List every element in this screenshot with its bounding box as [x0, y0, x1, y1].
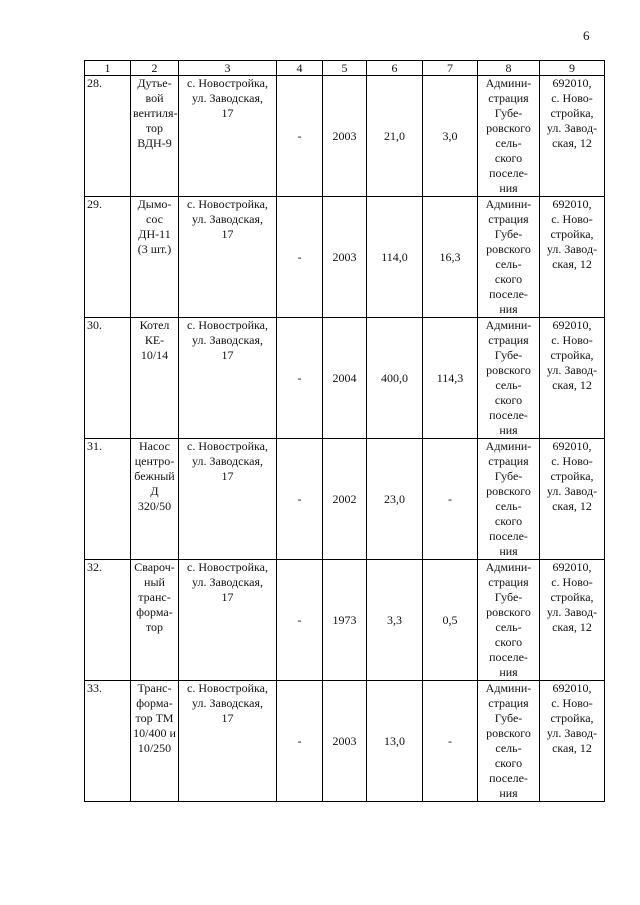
column-4-value: - [277, 76, 323, 197]
column-4-value: - [277, 318, 323, 439]
owner-address: 692010, с. Ново- стройка, ул. Завод- ская, 12 [540, 439, 605, 560]
table-row [85, 76, 605, 197]
owner-address: 692010, с. Ново- стройка, ул. Завод- ская, 12 [540, 318, 605, 439]
owner-name: Админи- страция Губе- ровского сель- ского поселе- ния [478, 318, 540, 439]
column-6-value: 114,0 [367, 197, 423, 318]
column-4-value: - [277, 197, 323, 318]
column-7-value: 3,0 [423, 76, 478, 197]
owner-name: Админи- страция Губе- ровского сель- ского поселе- ния [478, 76, 540, 197]
table-row [85, 560, 605, 681]
equipment-location: с. Новостройка, ул. Заводская, 17 [179, 439, 277, 560]
equipment-name: Транс- форма- тор ТМ 10/400 и 10/250 [131, 681, 179, 802]
equipment-name: Насос центро- бежный Д 320/50 [131, 439, 179, 560]
owner-address: 692010, с. Ново- стройка, ул. Завод- ская, 12 [540, 560, 605, 681]
column-7-value: 114,3 [423, 318, 478, 439]
year-value: 2003 [323, 197, 367, 318]
table-row [85, 197, 605, 318]
equipment-location: с. Новостройка, ул. Заводская, 17 [179, 197, 277, 318]
column-6-value: 23,0 [367, 439, 423, 560]
column-7-value: 16,3 [423, 197, 478, 318]
column-header: 5 [323, 61, 367, 76]
equipment-location: с. Новостройка, ул. Заводская, 17 [179, 560, 277, 681]
row-number: 30. [85, 318, 131, 439]
column-header: 7 [423, 61, 478, 76]
column-6-value: 13,0 [367, 681, 423, 802]
page-number: 6 [583, 28, 590, 43]
owner-name: Админи- страция Губе- ровского сель- ского поселе- ния [478, 197, 540, 318]
equipment-name: Дутье- вой вентиля- тор ВДН-9 [131, 76, 179, 197]
column-7-value: 0,5 [423, 560, 478, 681]
year-value: 2002 [323, 439, 367, 560]
row-number: 31. [85, 439, 131, 560]
header-row [85, 61, 605, 76]
column-6-value: 400,0 [367, 318, 423, 439]
equipment-name: Дымо- сос ДН-11 (3 шт.) [131, 197, 179, 318]
row-number: 29. [85, 197, 131, 318]
column-4-value: - [277, 560, 323, 681]
equipment-name: Свароч- ный транс- форма- тор [131, 560, 179, 681]
column-header: 1 [85, 61, 131, 76]
column-7-value: - [423, 439, 478, 560]
row-number: 33. [85, 681, 131, 802]
inventory-table [84, 60, 605, 802]
table-row [85, 681, 605, 802]
column-header: 6 [367, 61, 423, 76]
column-7-value: - [423, 681, 478, 802]
column-6-value: 21,0 [367, 76, 423, 197]
equipment-name: Котел КЕ- 10/14 [131, 318, 179, 439]
column-header: 9 [540, 61, 605, 76]
column-6-value: 3,3 [367, 560, 423, 681]
column-header: 4 [277, 61, 323, 76]
owner-address: 692010, с. Ново- стройка, ул. Завод- ская, 12 [540, 681, 605, 802]
owner-address: 692010, с. Ново- стройка, ул. Завод- ская, 12 [540, 76, 605, 197]
year-value: 2003 [323, 76, 367, 197]
column-header: 3 [179, 61, 277, 76]
owner-name: Админи- страция Губе- ровского сель- ского поселе- ния [478, 439, 540, 560]
column-header: 2 [131, 61, 179, 76]
table-row [85, 318, 605, 439]
column-4-value: - [277, 439, 323, 560]
year-value: 1973 [323, 560, 367, 681]
row-number: 28. [85, 76, 131, 197]
column-header: 8 [478, 61, 540, 76]
column-4-value: - [277, 681, 323, 802]
year-value: 2004 [323, 318, 367, 439]
table-row [85, 439, 605, 560]
year-value: 2003 [323, 681, 367, 802]
equipment-location: с. Новостройка, ул. Заводская, 17 [179, 681, 277, 802]
row-number: 32. [85, 560, 131, 681]
equipment-location: с. Новостройка, ул. Заводская, 17 [179, 318, 277, 439]
owner-name: Админи- страция Губе- ровского сель- ского поселе- ния [478, 681, 540, 802]
equipment-location: с. Новостройка, ул. Заводская, 17 [179, 76, 277, 197]
owner-address: 692010, с. Ново- стройка, ул. Завод- ская, 12 [540, 197, 605, 318]
owner-name: Админи- страция Губе- ровского сель- ского поселе- ния [478, 560, 540, 681]
